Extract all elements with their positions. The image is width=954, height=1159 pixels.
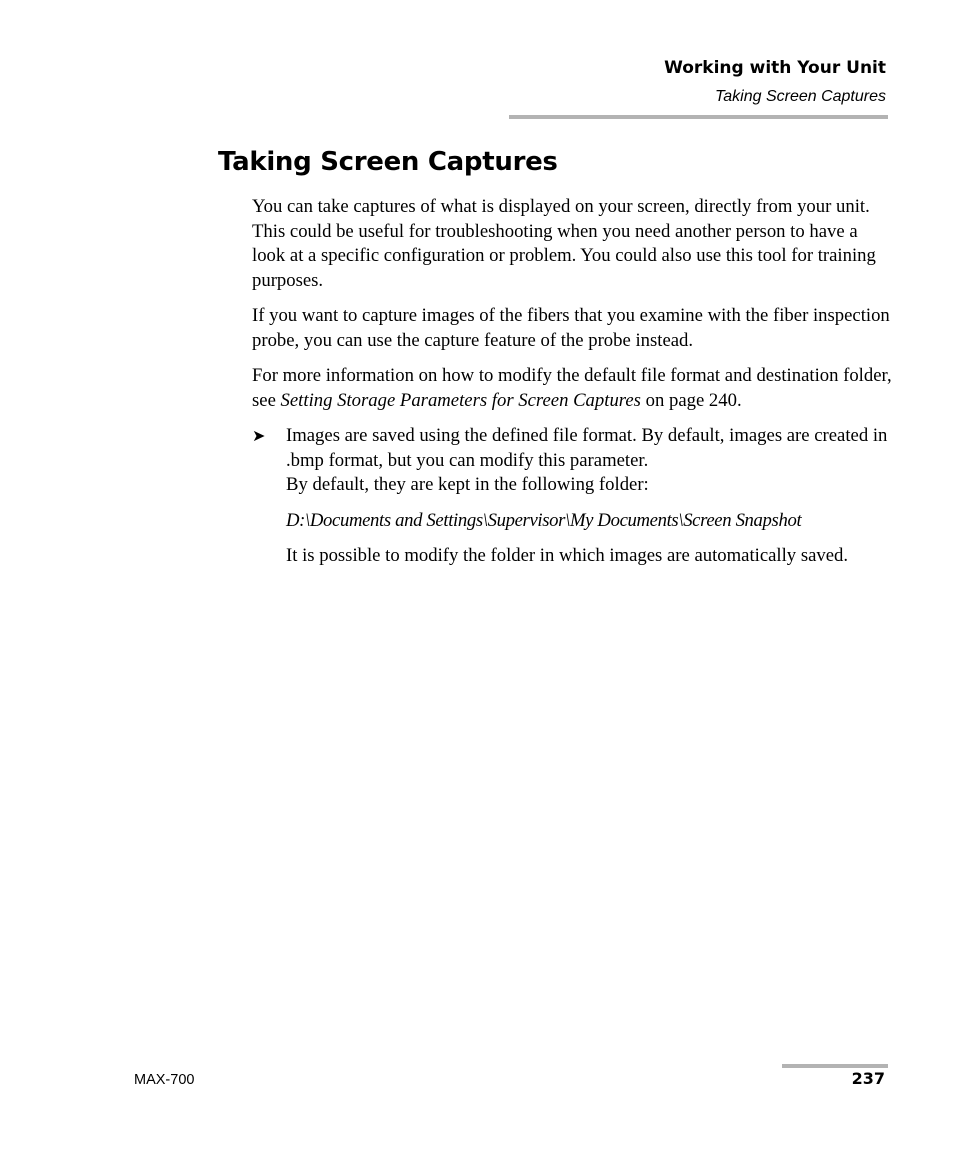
paragraph-intro: You can take captures of what is displayed on your screen, directly from your unit. This could be useful for troubleshooting when you need another person to have a look at a specific configuration or problem. You could also use this tool for training purposes.	[252, 196, 876, 291]
section-subtitle: Taking Screen Captures	[714, 88, 886, 105]
body-text	[252, 195, 892, 569]
arrow-bullet-icon: ➤	[252, 426, 266, 445]
header-rule	[509, 115, 888, 119]
folder-path: D:\Documents and Settings\Supervisor\My Documents\Screen Snapshot	[286, 509, 802, 531]
bullet-line-folder: By default, they are kept in the following folder:	[286, 474, 649, 495]
paragraph-more-info-after: on page 240.	[640, 389, 742, 411]
bullet-text	[286, 424, 892, 498]
bullet-item	[252, 424, 892, 498]
paragraph-probe: If you want to capture images of the fibers that you examine with the fiber inspection probe, you can use the capture feature of the probe instead.	[252, 305, 890, 351]
paragraph-more-info-before: For more information on how to modify the default file format and destination folder, see	[252, 365, 892, 411]
running-header	[664, 57, 886, 107]
chapter-title: Working with Your Unit	[664, 58, 886, 78]
paragraph-more-info	[252, 364, 892, 413]
folder-note: It is possible to modify the folder in which images are automatically saved.	[286, 545, 849, 566]
page-number: 237	[851, 1069, 885, 1088]
footer-product: MAX-700	[134, 1072, 195, 1088]
bullet-line-format: Images are saved using the defined file format. By default, images are created in .bmp format, but you can modify this parameter.	[286, 425, 888, 471]
cross-reference-link[interactable]: Setting Storage Parameters for Screen Captures	[280, 389, 641, 411]
page-title: Taking Screen Captures	[218, 147, 558, 177]
